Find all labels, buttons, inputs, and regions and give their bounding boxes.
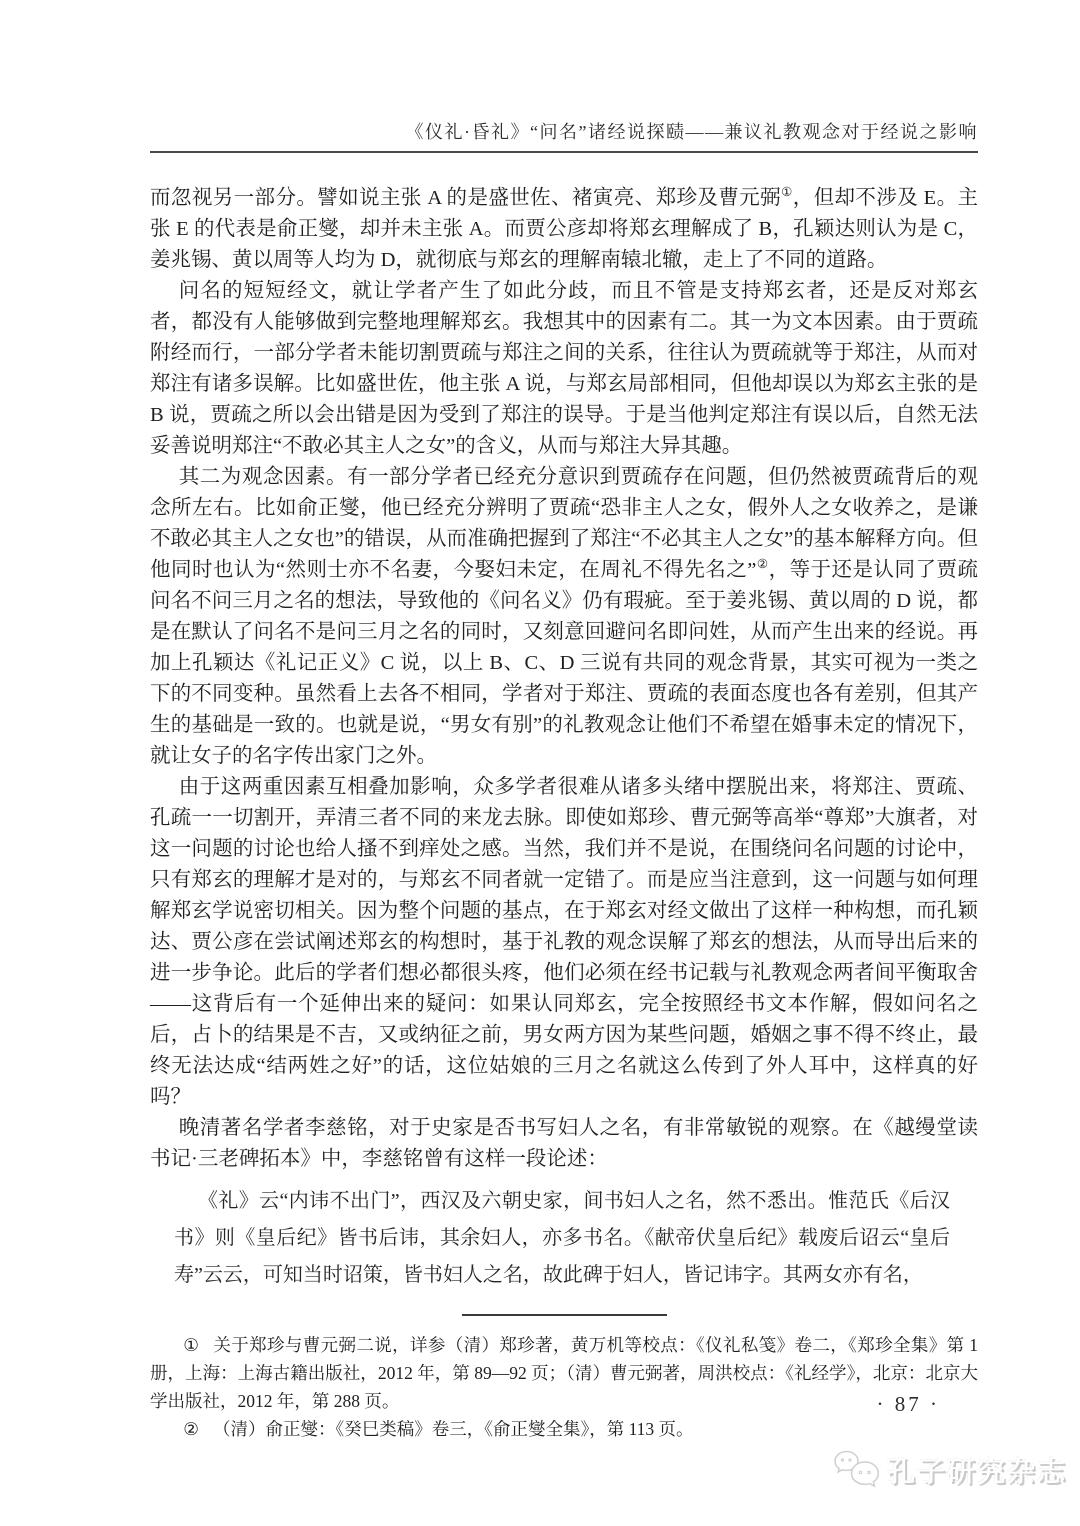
footnote-ref: ② [756, 557, 769, 572]
body-paragraph [150, 462, 978, 772]
journal-watermark [832, 1448, 1067, 1492]
footnote-marker: ① [183, 1335, 200, 1355]
paragraph-text: 由于这两重因素互相叠加影响，众多学者很难从诸多头绪中摆脱出来，将郑注、贾疏、孔疏一一切割开，弄清三者不同的来龙去脉。即使如郑珍、曹元弼等高举“尊郑”大旗者，对这一问题的讨论也给人搔不到痒处之感。当然，我们并不是说，在围绕问名问题的讨论中，只有郑玄的理解才是对的，与郑玄不同者就一定错了。而是应当注意到，这一问题与如何理解郑玄学说密切相关。因为整个问题的基点，在于郑玄对经文做出了这样一种构想，而孔颖达、贾公彦在尝试阐述郑玄的构想时，基于礼教的观念误解了郑玄的想法，从而导出后来的进一步争论。此后的学者们想必都很头疼，他们必须在经书记载与礼教观念两者间平衡取舍——这背后有一个延伸出来的疑问：如果认同郑玄，完全按照经书文本作解，假如问名之后，占卜的结果是不吉，又或纳征之前，男女两方因为某些问题，婚姻之事不得不终止，最终无法达成“结两姓之好”的话，这位姑娘的三月之名就这么传到了外人耳中，这样真的好吗？ [150, 776, 978, 1108]
footnotes-list [150, 1331, 978, 1443]
paragraph-text: 问名的短短经文，就让学者产生了如此分歧，而且不管是支持郑玄者，还是反对郑玄者，都没有人能够做到完整地理解郑玄。我想其中的因素有二。其一为文本因素。由于贾疏附经而行，一部分学者未能切割贾疏与郑注之间的关系，往往认为贾疏就等于郑注，从而对郑注有诸多误解。比如盛世佐，他主张 A 说，与郑玄局部相同，但他却误以为郑玄主张的是 B 说，贾疏之所以会出错是因为受到了郑注的误导。于是当他判定郑注有误以后，自然无法妥善说明郑注“不敢必其主人之女”的含义，从而与郑注大异其趣。 [150, 280, 978, 457]
watermark-label: 孔子研究杂志 [887, 1456, 1068, 1487]
speech-bubbles-icon [832, 1448, 882, 1492]
running-title: 《仪礼·昏礼》“问名”诸经说探赜——兼议礼教观念对于经说之影响 [405, 122, 978, 142]
footnote-ref: ① [781, 185, 793, 200]
footnote-text: 关于郑珍与曹元弼二说，详参（清）郑珍著，黄万机等校点：《仪礼私笺》卷二，《郑珍全集》第 1 册，上海：上海古籍出版社，2012 年，第 89—92 页；（清）曹元弼著，周洪校点：《礼经学》，北京：北京大学出版社，2012 年，第 288 页。 [150, 1335, 978, 1411]
page-number: · 87 · [876, 1392, 940, 1416]
article-body [150, 183, 978, 1175]
page-content [150, 0, 978, 1443]
body-paragraph [150, 1113, 978, 1175]
footnote-separator [462, 1314, 667, 1316]
paragraph-text: ，等于还是认同了贾疏问名不问三月之名的想法，导致他的《问名义》仍有瑕疵。至于姜兆锡、黄以周的 D 说，都是在默认了问名不是问三月之名的同时，又刻意回避问名即问姓，从而产生出来的经说。再加上孔颖达《礼记正义》C 说，以上 B、C、D 三说有共同的观念背景，其实可视为一类之下的不同变种。虽然看上去各不相同，学者对于郑注、贾疏的表面态度也各有差别，但其产生的基础是一致的。也就是说，“男女有别”的礼教观念让他们不希望在婚事未定的情况下，就让女子的名字传出家门之外。 [150, 559, 978, 767]
body-paragraph [150, 183, 978, 276]
paragraph-text: ，但却不涉及 E。主张 E 的代表是俞正燮，却并未主张 A。而贾公彦却将郑玄理解成了 B，孔颖达则认为是 C，姜兆锡、黄以周等人均为 D，就彻底与郑玄的理解南辕北辙，走上了不同的道路。 [150, 187, 979, 271]
paragraph-text: 其二为观念因素。有一部分学者已经充分意识到贾疏存在问题，但仍然被贾疏背后的观念所左右。比如俞正燮，他已经充分辨明了贾疏“恐非主人之女，假外人之女收养之，是谦不敢必其主人之女也”的错误，从而准确把握到了郑注“不必其主人之女”的基本解释方向。但他同时也认为“然则士亦不名妻，今娶妇未定，在周礼不得先名之” [150, 466, 978, 581]
body-paragraph [150, 772, 978, 1113]
footnote-text: （清）俞正燮：《癸巳类稿》卷三，《俞正燮全集》，第 113 页。 [212, 1419, 694, 1439]
footnote-item [150, 1415, 978, 1443]
block-quote: 《礼》云“内讳不出门”，西汉及六朝史家，间书妇人之名，然不悉出。惟范氏《后汉书》则《皇后纪》皆书后讳，其余妇人，亦多书名。《献帝伏皇后纪》载废后诏云“皇后寿”云云，可知当时诏策，皆书妇人之名，故此碑于妇人，皆记讳字。其两女亦有名， [174, 1190, 950, 1286]
footnote-item [150, 1331, 978, 1415]
paragraph-text: 而忽视另一部分。譬如说主张 A 的是盛世佐、褚寅亮、郑珍及曹元弼 [150, 187, 782, 209]
header-rule [150, 151, 978, 153]
body-paragraph [150, 276, 978, 462]
paragraph-text: 晚清著名学者李慈铭，对于史家是否书写妇人之名，有非常敏锐的观察。在《越缦堂读书记·三老碑拓本》中，李慈铭曾有这样一段论述： [150, 1117, 978, 1170]
footnote-marker: ② [183, 1419, 199, 1439]
